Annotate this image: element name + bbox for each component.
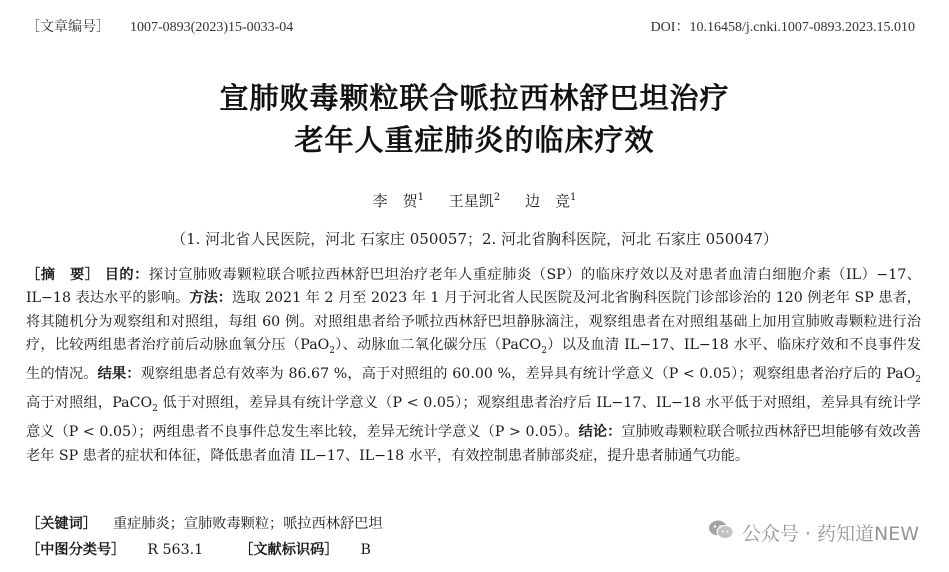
wechat-icon [708, 519, 734, 546]
doc-code-label: ［文献标识码］ [239, 542, 339, 558]
clc-value: R 563.1 [147, 542, 204, 558]
conclusion-text: 宣肺败毒颗粒联合哌拉西林舒巴坦能够有效改善老年 SP 患者的症状和体征，降低患者血清 IL−17、IL−18 水平，有效控制患者肺部炎症，提升患者肺通气功能。 [26, 424, 921, 464]
article-number [26, 16, 293, 36]
author: 王星凯$^2$ [448, 192, 501, 210]
watermark-text: 公众号 · 药知道NEW [741, 523, 919, 545]
objective-label: 目的： [104, 267, 149, 283]
author-list [0, 190, 949, 211]
article-number-value: 1007-0893(2023)15-0033-04 [130, 20, 294, 35]
clc-label: ［中图分类号］ [26, 542, 126, 558]
doi-label: DOI： [650, 20, 690, 35]
affiliation: （1. 河北省人民医院，河北 石家庄 050057；2. 河北省胸科医院，河北 石家庄 050047） [171, 230, 778, 248]
author: 边 竞$^1$ [524, 192, 577, 210]
keywords-value: 重症肺炎；宣肺败毒颗粒；哌拉西林舒巴坦 [112, 516, 383, 532]
results-label: 结果： [97, 366, 141, 383]
keywords [26, 513, 383, 533]
methods-text: 选取 2021 年 2 月至 2023 年 1 月于河北省人民医院及河北省胸科医院门诊部诊治的 120 例老年 SP 患者，将其随机分为观察组和对照组，每组 60 例。对照组患者给予哌拉西林舒巴坦静脉滴注，观察组患者在对照组基础上加用宣肺败毒颗粒进行治疗，比较两组患者治疗前后动脉血氧分压（PaO [26, 290, 921, 353]
abstract: ［摘 要］ 目的：探讨宣肺败毒颗粒联合哌拉西林舒巴坦治疗老年人重症肺炎（SP）的临床疗效以及对患者血清白细胞介素（IL）−17、IL−18 表达水平的影响。方法：选取 2021 年 2 月至 2023 年 1 月于河北省人民医院及河北省胸科医院门诊部诊治的 120 例老年 SP 患者，将其随机分为观察组和对照组，每组 60 例。对照组患者给予哌拉西林舒巴坦静脉滴注，观察组患者在对照组基础上加用宣肺败毒颗粒进行治疗，比较两组患者治疗前后动脉血氧分压（PaO$_2$）、动脉血二氧化碳分压（PaCO$_2$）以及血清 IL−17、IL−18 水平、临床疗效和不良事件发生的情况。结果：观察组患者总有效率为 86.67 %，高于对照组的 60.00 %，差异具有统计学意义（P < 0.05）；观察组患者治疗后的 PaO$_2$ 高于对照组，PaCO$_2$ 低于对照组，差异具有统计学意义（P < 0.05）；观察组患者治疗后 IL−17、IL−18 水平低于对照组，差异具有统计学意义（P < 0.05）；两组患者不良事件总发生率比较，差异无统计学意义（P > 0.05）。结论：宣肺败毒颗粒联合哌拉西林舒巴坦能够有效改善老年 SP 患者的症状和体征，降低患者血清 IL−17、IL−18 水平，有效控制患者肺部炎症，提升患者肺通气功能。 [26, 267, 922, 464]
article-number-label: ［文章编号］ [26, 20, 110, 35]
doi [651, 16, 915, 36]
paper-title-line-1: 宣肺败毒颗粒联合哌拉西林舒巴坦治疗 [219, 81, 730, 115]
objective-text: 探讨宣肺败毒颗粒联合哌拉西林舒巴坦治疗老年人重症肺炎（SP）的临床疗效以及对患者血清白细胞介素（IL）−17、IL−18 表达水平的影响。 [26, 267, 921, 307]
author: 李 贺$^1$ [372, 192, 425, 210]
results-text: 观察组患者总有效率为 86.67 %，高于对照组的 60.00 %，差异具有统计学意义（P < 0.05）；观察组患者治疗后的 PaO [140, 366, 916, 383]
methods-label: 方法： [189, 290, 232, 307]
doc-code-value: B [360, 542, 371, 558]
abstract-label: ［摘 要］ [26, 267, 100, 283]
conclusion-label: 结论： [578, 424, 622, 441]
keywords-label: ［关键词］ [26, 516, 97, 532]
classification [26, 539, 371, 559]
doi-value: 10.16458/j.cnki.1007-0893.2023.15.010 [689, 20, 915, 35]
watermark [708, 519, 919, 546]
paper-title-line-2: 老年人重症肺炎的临床疗效 [294, 123, 655, 157]
